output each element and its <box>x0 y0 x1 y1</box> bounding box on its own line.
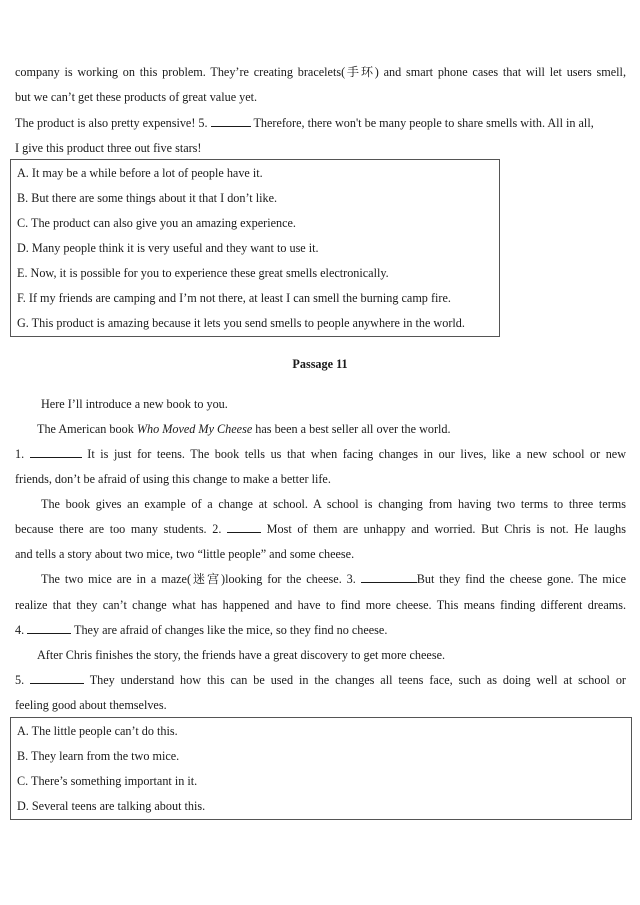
answer-blank-5[interactable] <box>211 115 251 127</box>
paragraph-line: realize that they can’t change what has happened and have to find more cheese. This means finding different dreams. <box>15 598 626 612</box>
paragraph-line: The product is also pretty expensive! 5. Therefore, there won't be many people to share smells with. All in all, <box>15 116 594 130</box>
option-d: D. Several teens are talking about this. <box>17 799 206 813</box>
answer-blank-1[interactable] <box>30 446 82 458</box>
option-c: C. The product can also give you an amazing experience. <box>17 216 296 230</box>
options-box <box>10 717 632 820</box>
option-b: B. They learn from the two mice. <box>17 749 180 763</box>
option-c: C. There’s something important in it. <box>17 774 198 788</box>
passage-title: Passage 11 <box>292 357 348 371</box>
options-box <box>10 159 500 337</box>
paragraph-line: Here I’ll introduce a new book to you. <box>41 397 228 411</box>
option-f: F. If my friends are camping and I’m not there, at least I can smell the burning camp fire. <box>17 291 451 305</box>
paragraph-line: 1. It is just for teens. The book tells us that when facing changes in our lives, like a new school or new <box>15 447 627 461</box>
answer-blank-4[interactable] <box>27 622 71 634</box>
paragraph-line: I give this product three out five stars! <box>15 141 202 155</box>
option-e: E. Now, it is possible for you to experience these great smells electronically. <box>17 266 389 280</box>
paragraph-line: friends, don’t be afraid of using this change to make a better life. <box>15 472 331 486</box>
paragraph-line: company is working on this problem. They’re creating bracelets(手环) and smart phone cases that will let users smell, <box>15 65 626 79</box>
option-a: A. The little people can’t do this. <box>17 724 178 738</box>
answer-blank-5[interactable] <box>30 672 84 684</box>
option-b: B. But there are some things about it that I don’t like. <box>17 191 278 205</box>
paragraph-line: The book gives an example of a change at school. A school is changing from having two terms to three terms <box>41 497 626 511</box>
paragraph-line: feeling good about themselves. <box>15 698 167 712</box>
paragraph-line: The two mice are in a maze(迷宫)looking for the cheese. 3. But they find the cheese gone. The mice <box>41 572 627 586</box>
option-g: G. This product is amazing because it lets you send smells to people anywhere in the world. <box>17 316 465 330</box>
answer-blank-3[interactable] <box>361 571 417 583</box>
option-a: A. It may be a while before a lot of people have it. <box>17 166 263 180</box>
paragraph-line: and tells a story about two mice, two “little people” and some cheese. <box>15 547 355 561</box>
paragraph-line: The American book Who Moved My Cheese has been a best seller all over the world. <box>37 422 451 436</box>
paragraph-line: because there are too many students. 2. Most of them are unhappy and worried. But Chris is not. He laughs <box>15 522 627 536</box>
option-d: D. Many people think it is very useful and they want to use it. <box>17 241 319 255</box>
paragraph-line: 4. They are afraid of changes like the mice, so they find no cheese. <box>15 623 388 637</box>
paragraph-line: but we can’t get these products of great value yet. <box>15 90 258 104</box>
paragraph-line: After Chris finishes the story, the friends have a great discovery to get more cheese. <box>37 648 446 662</box>
answer-blank-2[interactable] <box>227 521 261 533</box>
paragraph-line: 5. They understand how this can be used in the changes all teens face, such as doing well at school or <box>15 673 626 687</box>
book-title: Who Moved My Cheese <box>136 422 253 436</box>
